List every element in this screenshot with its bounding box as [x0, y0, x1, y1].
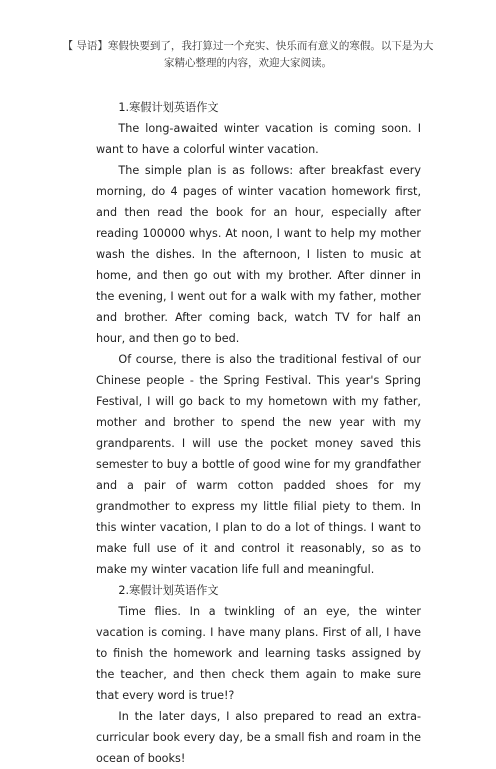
intro-text: 【 导语】寒假快要到了，我打算过一个充实、快乐而有意义的寒假。以下是为大家精心整理的内容，欢迎大家阅读。 — [62, 40, 434, 69]
paragraph: Of course, there is also the traditional festival of our Chinese people - the Spring Festival. This year's Spring Festival, I will go back to my hometown with my father, mother and brother to spend the new year with my grandparents. I will use the pocket money saved this semester to buy a bottle of good wine for my grandfather and a pair of warm cotton padded shoes for my grandmother to express my little filial piety to them. In this winter vacation, I plan to do a lot of things. I want to make full use of it and control it reasonably, so as to make my winter vacation life full and meaningful. — [96, 353, 421, 576]
paragraph: Time flies. In a twinkling of an eye, the winter vacation is coming. I have many plans. First of all, I have to finish the homework and learning tasks assigned by the teacher, and then check them again to make sure that every word is true!? — [96, 605, 421, 702]
section-heading: 1.寒假计划英语作文 — [118, 101, 219, 114]
paragraph: The long-awaited winter vacation is coming soon. I want to have a colorful winter vacation. — [96, 122, 421, 156]
section-heading: 2.寒假计划英语作文 — [118, 584, 219, 597]
paragraph: In the later days, I also prepared to read an extra-curricular book every day, be a small fish and roam in the ocean of books! — [96, 710, 421, 765]
article-body — [96, 97, 421, 769]
paragraph: The simple plan is as follows: after breakfast every morning, do 4 pages of winter vacation homework first, and then read the book for an hour, especially after reading 100000 whys. At noon, I want to help my mother wash the dishes. In the afternoon, I listen to music at home, and then go out with my brother. After dinner in the evening, I went out for a walk with my father, mother and brother. After coming back, watch TV for half an hour, and then go to bed. — [96, 164, 421, 345]
